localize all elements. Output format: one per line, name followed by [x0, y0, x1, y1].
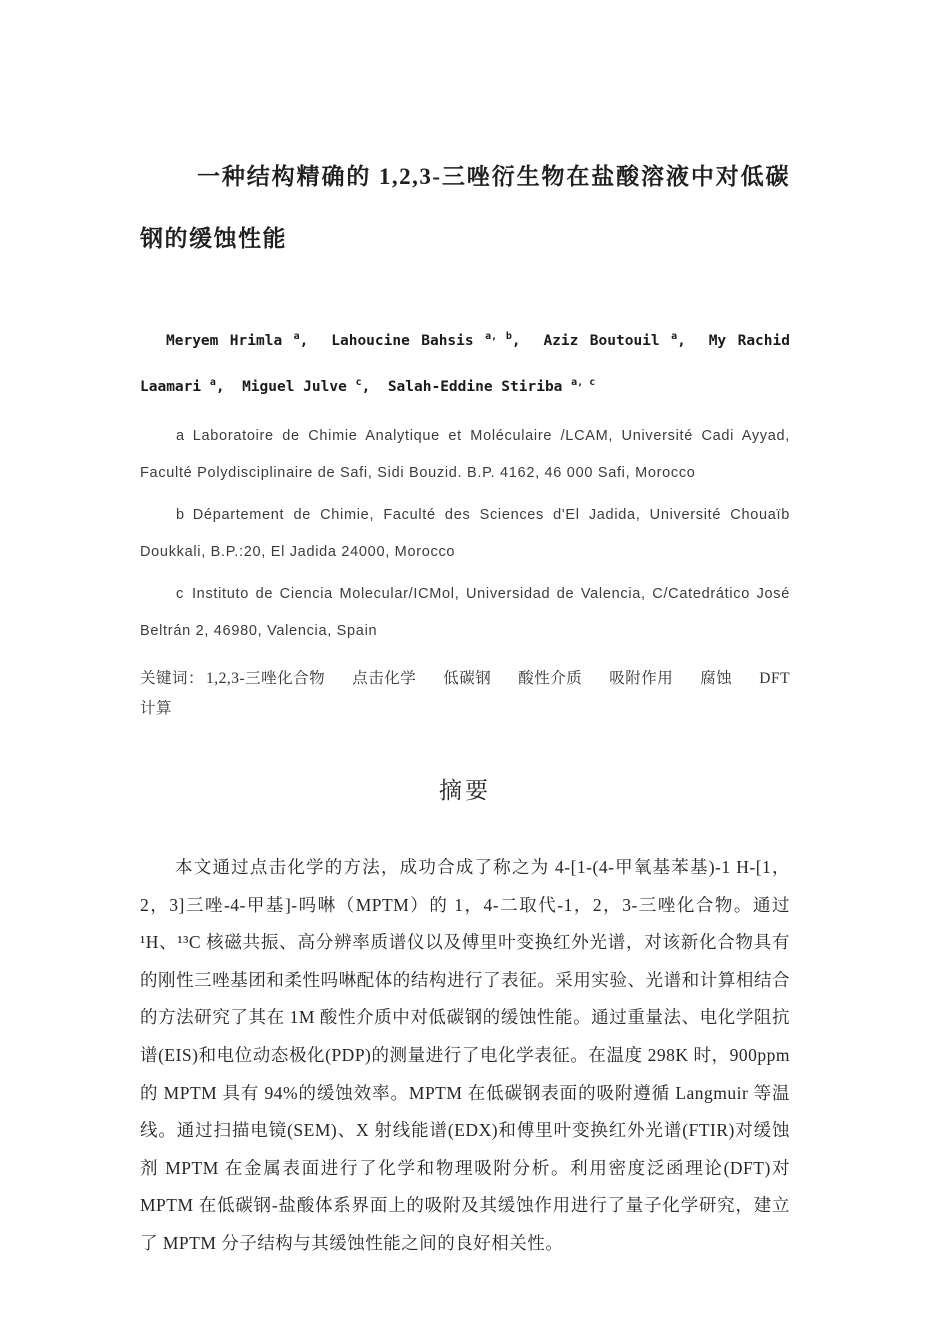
author: Lahoucine Bahsis $^{a, b}$ — [331, 331, 512, 349]
keyword: 点击化学 — [352, 670, 417, 687]
affiliation-label: b — [176, 507, 185, 523]
affiliation-list — [140, 418, 790, 650]
author: My Rachid Laamari $^a$ — [140, 333, 790, 395]
author: Meryem Hrimla $^a$ — [166, 331, 300, 349]
affiliation-label: a — [176, 428, 185, 444]
author-separator: , — [677, 333, 709, 349]
author-affiliation-mark: a — [209, 377, 216, 389]
affiliation: b Département de Chimie, Faculté des Sciences d'El Jadida, Université Chouaïb Doukkali, B.P.:20, El Jadida 24000, Morocco — [140, 507, 790, 560]
author-affiliation-mark: a, c — [571, 377, 596, 389]
author-separator: , — [299, 333, 332, 349]
keyword: 酸性介质 — [518, 670, 583, 687]
keyword: DFT 计算 — [140, 670, 790, 717]
keyword: 吸附作用 — [609, 670, 674, 687]
affiliation: a Laboratoire de Chimie Analytique et Moléculaire /LCAM, Université Cadi Ayyad, Faculté Polydisciplinaire de Safi, Sidi Bouzid. B.P. 4162, 46 000 Safi, Morocco — [140, 428, 790, 481]
abstract-paragraph: 本文通过点击化学的方法，成功合成了称之为 4-[1-(4-甲氧基苯基)-1 H-[1，2，3]三唑-4-甲基]-吗啉（MPTM）的 1，4-二取代-1，2，3-三唑化合物。通过 ¹H、¹³C 核磁共振、高分辨率质谱仪以及傅里叶变换红外光谱，对该新化合物具有的刚性三唑基团和柔性吗啉配体的结构进行了表征。采用实验、光谱和计算相结合的方法研究了其在 1M 酸性介质中对低碳钢的缓蚀性能。通过重量法、电化学阻抗谱(EIS)和电位动态极化(PDP)的测量进行了电化学表征。在温度 298K 时，900ppm 的 MPTM 具有 94%的缓蚀效率。MPTM 在低碳钢表面的吸附遵循 Langmuir 等温线。通过扫描电镜(SEM)、X 射线能谱(EDX)和傅里叶变换红外光谱(FTIR)对缓蚀剂 MPTM 在金属表面进行了化学和物理吸附分析。利用密度泛函理论(DFT)对 MPTM 在低碳钢-盐酸体系界面上的吸附及其缓蚀作用进行了量子化学研究，建立了 MPTM 分子结构与其缓蚀性能之间的良好相关性。 — [140, 857, 790, 1253]
keyword: 低碳钢 — [443, 670, 492, 687]
keywords-label: 关键词： — [140, 670, 205, 687]
author-separator: , — [215, 379, 243, 395]
author-separator: , — [511, 333, 544, 349]
author-affiliation-mark: c — [355, 377, 362, 389]
author-separator: , — [361, 379, 388, 395]
author: Salah-Eddine Stiriba $^{a, c}$ — [387, 377, 596, 395]
keywords-line — [140, 664, 790, 724]
author: Miguel Julve $^c$ — [242, 377, 362, 395]
author-affiliation-mark: a, b — [485, 331, 512, 343]
keyword: 腐蚀 — [700, 670, 733, 687]
affiliation: c Instituto de Ciencia Molecular/ICMol, Universidad de Valencia, C/Catedrático José Beltrán 2, 46980, Valencia, Spain — [140, 586, 790, 639]
author-list — [140, 318, 790, 410]
keywords-items — [140, 670, 790, 717]
affiliation-label: c — [176, 586, 184, 602]
author-affiliation-mark: a — [293, 331, 300, 343]
paper-title: 一种结构精确的 1,2,3-三唑衍生物在盐酸溶液中对低碳钢的缓蚀性能 — [140, 164, 790, 251]
keyword: 1,2,3-三唑化合物 — [206, 670, 326, 687]
abstract-heading: 摘要 — [439, 778, 491, 803]
author: Aziz Boutouil $^a$ — [543, 331, 678, 349]
author-affiliation-mark: a — [671, 331, 678, 343]
